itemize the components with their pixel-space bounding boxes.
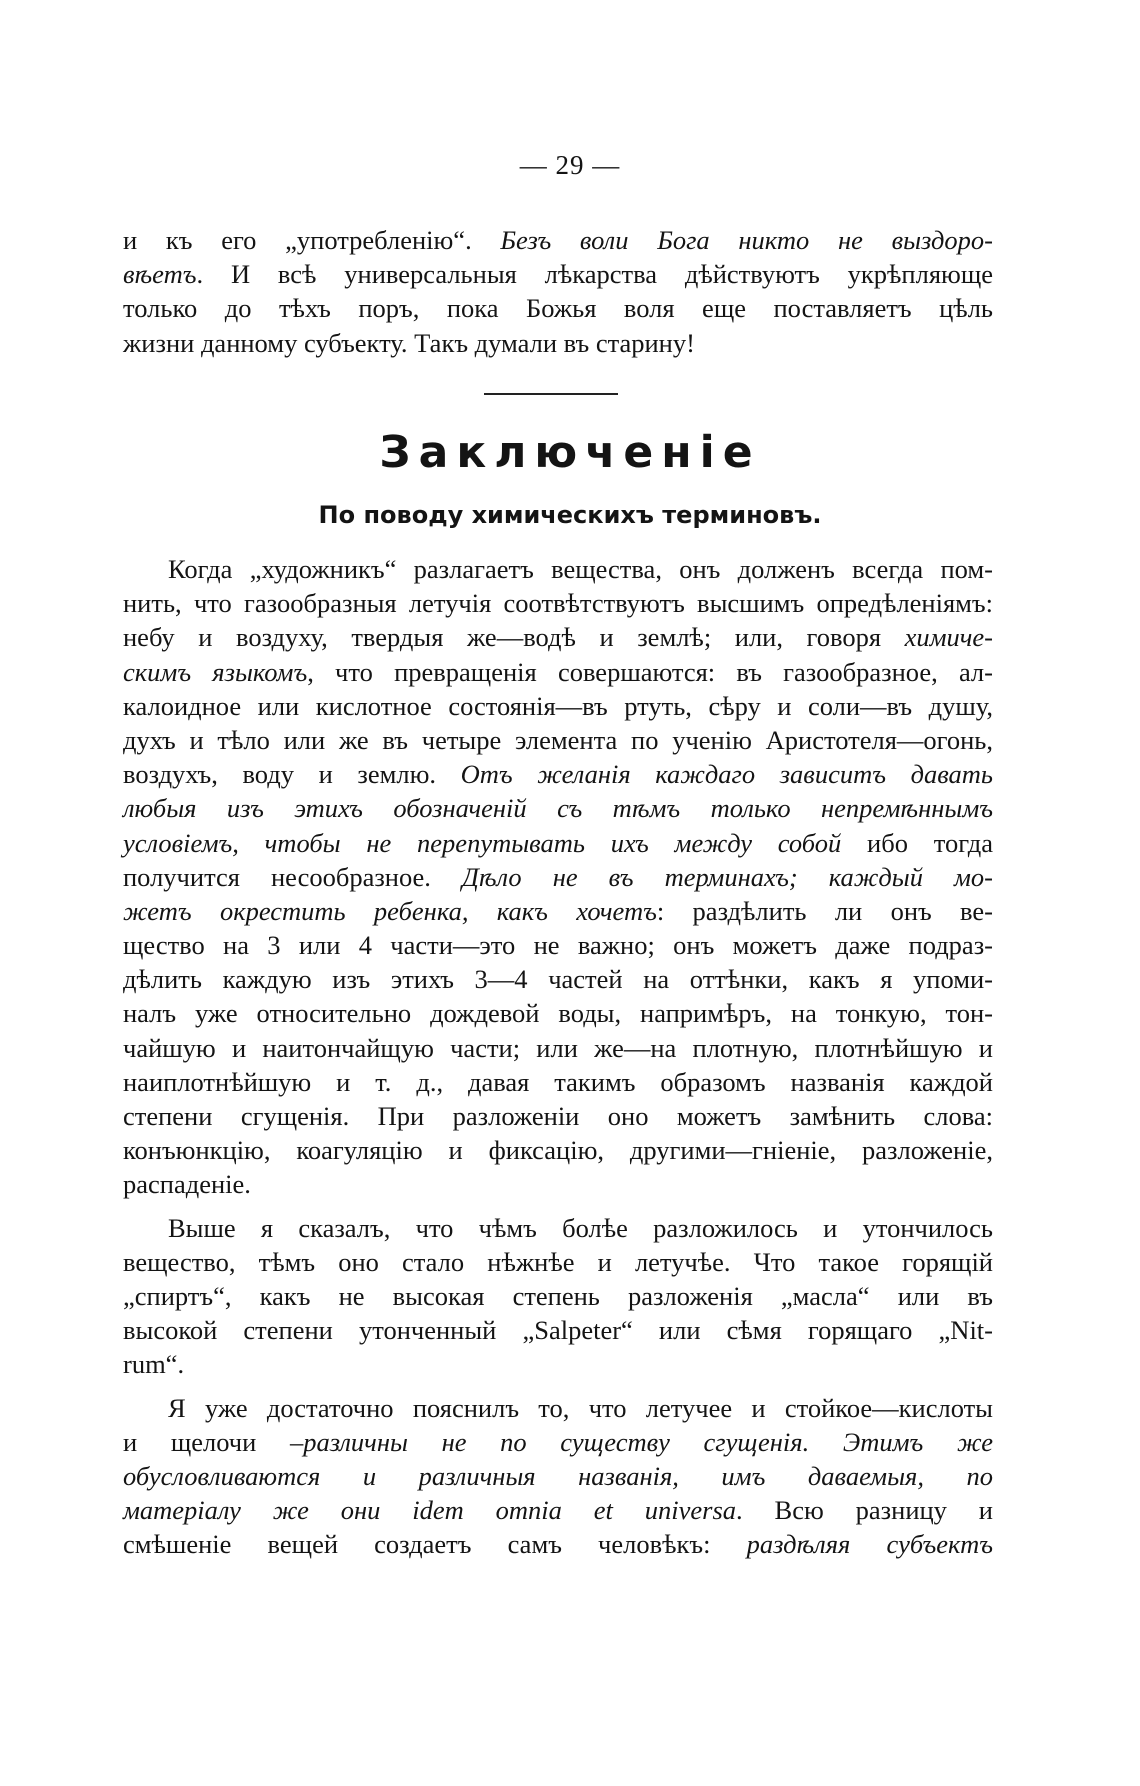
italic-text: раздѣляя субъектъ (746, 1529, 993, 1560)
text-line (123, 257, 993, 291)
text-run: получится несообразное. (123, 861, 462, 892)
italic-text: матеріалу же они idem omnia et universa (123, 1495, 737, 1526)
text-run: rum“. (123, 1349, 185, 1380)
section-divider (484, 393, 618, 395)
text-run: воздухъ, воду и землю. (123, 759, 461, 790)
intro-paragraph (123, 223, 993, 360)
text-line (123, 1031, 993, 1065)
text-run: дѣлить каждую изъ этихъ 3—4 частей на оттѣнки, какъ я упоми- (123, 964, 993, 995)
italic-text: Безъ воли Бога никто не выздоро- (500, 225, 993, 255)
text-line (123, 1459, 993, 1493)
text-line (123, 326, 993, 360)
text-line (123, 791, 993, 825)
text-run: небу и воздуху, твердыя же—водѣ и землѣ; или, говоря (123, 622, 905, 653)
text-run: ибо тогда (841, 827, 993, 858)
text-line (123, 757, 993, 791)
section-subtitle: По поводу химическихъ терминовъ. (318, 501, 822, 529)
text-run: : раздѣлить ли онъ ве- (656, 895, 993, 926)
text-run: . И всѣ универсальныя лѣкарства дѣйствуютъ укрѣпляюще (196, 259, 993, 290)
text-run: наиплотнѣйшую и т. д., давая такимъ образомъ названія каждой (123, 1066, 993, 1097)
italic-text: Отъ желанія каждаго зависитъ давать (460, 759, 993, 790)
text-run: высокой степени утонченный „Salpeter“ или сѣмя горящаго „Nit- (123, 1315, 993, 1346)
text-run: , что превращенія совершаются: въ газообразное, ал- (307, 656, 993, 687)
text-line (123, 552, 993, 586)
text-line (123, 1391, 993, 1425)
text-run: смѣшеніе вещей создаетъ самъ человѣкъ: (123, 1529, 747, 1560)
text-run: и къ его „употребленію“. (123, 225, 501, 255)
text-run: жизни данному субъекту. Такъ думали въ старину! (123, 327, 695, 358)
text-line (123, 1527, 993, 1561)
text-run: степени сгущенія. При разложеніи оно можетъ замѣнить слова: (123, 1101, 993, 1131)
text-line (123, 1099, 993, 1133)
body-text (123, 552, 993, 1561)
text-line (123, 1493, 993, 1527)
text-run: щество на 3 или 4 части—это не важно; онъ можетъ даже подраз- (123, 930, 993, 961)
text-line (123, 291, 993, 325)
text-run: Я уже достаточно пояснилъ то, что летучее и стойкое—кислоты (168, 1392, 993, 1423)
italic-text: различны не по существу сгущенія. Этимъ же (303, 1426, 994, 1457)
text-line (123, 689, 993, 723)
section-title: Заключеніе (379, 427, 761, 478)
text-run: Когда „художникъ“ разлагаетъ вещества, онъ долженъ всегда пом- (168, 554, 993, 584)
text-line (123, 1211, 993, 1245)
text-line (123, 894, 993, 928)
text-line (123, 1279, 993, 1313)
text-run: Выше я сказалъ, что чѣмъ болѣе разложилось и утончилось (168, 1212, 993, 1243)
italic-text: условіемъ, чтобы не перепутывать ихъ между собой (123, 827, 842, 858)
text-line (123, 620, 993, 654)
text-line (123, 223, 993, 257)
text-run: и щелочи – (123, 1426, 304, 1457)
text-run: калоидное или кислотное состоянія—въ ртуть, сѣру и соли—въ душу, (123, 690, 993, 721)
italic-text: жетъ окрестить ребенка, какъ хочетъ (123, 895, 657, 926)
text-line (123, 1065, 993, 1099)
text-line (123, 860, 993, 894)
text-line (123, 996, 993, 1030)
text-line (123, 1347, 993, 1381)
text-line (123, 826, 993, 860)
italic-text: любыя изъ этихъ обозначеній съ тѣмъ только непремѣннымъ (123, 793, 993, 824)
text-run: нить, что газообразныя летучія соотвѣтствуютъ высшимъ опредѣленіямъ: (123, 588, 993, 619)
text-line (123, 1133, 993, 1167)
text-run: чайшую и наитончайщую части; или же—на плотную, плотнѣйшую и (123, 1032, 993, 1063)
page-number: — 29 — (519, 150, 621, 180)
text-run: духъ и тѣло или же въ четыре элемента по ученію Аристотеля—огонь, (123, 724, 993, 755)
italic-text: вѣетъ (123, 259, 197, 290)
text-line (123, 655, 993, 689)
text-run: „спиртъ“, какъ не высокая степень разложенія „масла“ или въ (123, 1280, 993, 1311)
italic-text: химиче- (904, 622, 993, 653)
text-line (123, 1313, 993, 1347)
text-run: конъюнкцію, коагуляцію и фиксацію, другими—гніеніе, разложеніе, (123, 1135, 993, 1166)
text-run: распаденіе. (123, 1169, 251, 1200)
italic-text: обусловливаются и различныя названія, имъ даваемыя, по (123, 1460, 993, 1491)
text-run: вещество, тѣмъ оно стало нѣжнѣе и летучѣе. Что такое горящій (123, 1246, 993, 1277)
text-line (123, 1167, 993, 1201)
text-run: налъ уже относительно дождевой воды, напримѣръ, на тонкую, тон- (123, 998, 993, 1029)
text-line (123, 928, 993, 962)
text-line (123, 1245, 993, 1279)
text-line (123, 1425, 993, 1459)
text-run: только до тѣхъ поръ, пока Божья воля еще поставляетъ цѣль (123, 293, 993, 324)
italic-text: скимъ языкомъ (123, 656, 308, 687)
italic-text: Дѣло не въ терминахъ; каждый мо- (461, 861, 993, 892)
text-run: . Всю разницу и (736, 1495, 993, 1526)
text-line (123, 723, 993, 757)
text-line (123, 586, 993, 620)
text-line (123, 962, 993, 996)
